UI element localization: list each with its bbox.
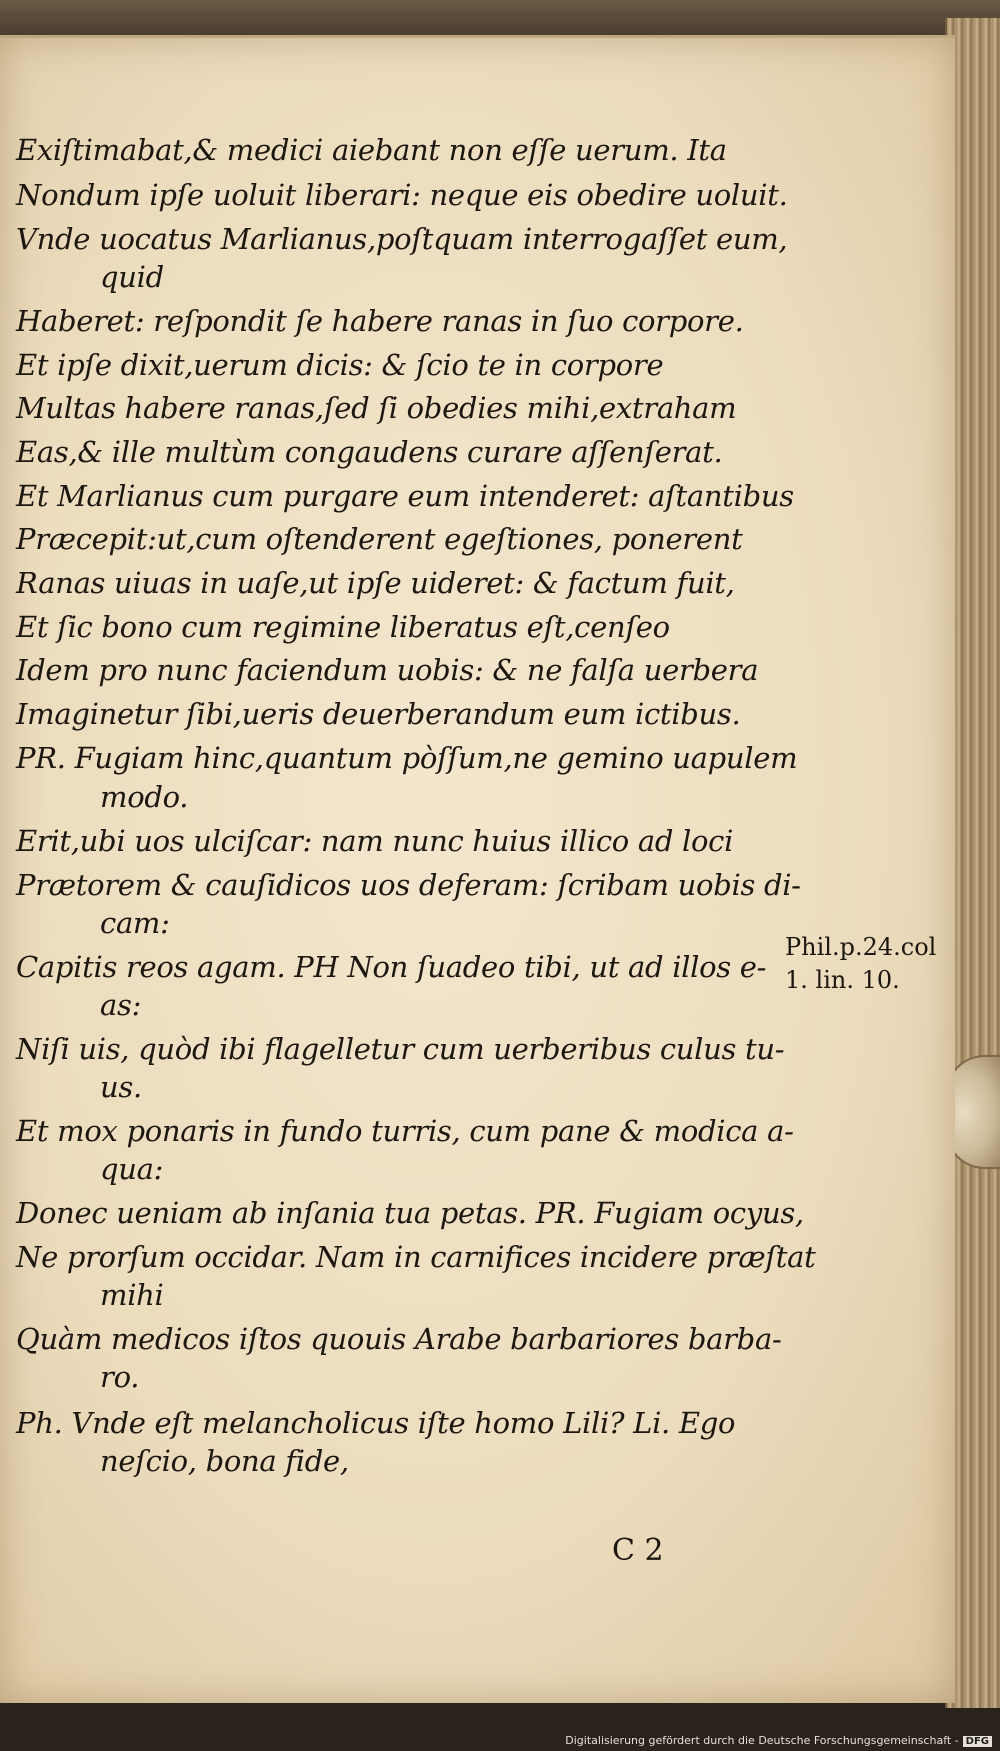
credit-text: Digitalisierung gefördert durch die Deutsche Forschungsgemeinschaft - [565, 1734, 959, 1747]
page-text [0, 38, 955, 1703]
text-line-continuation: cam: [100, 906, 170, 940]
text-line-continuation: mihi [100, 1278, 164, 1312]
text-line: Multas habere ranas,ſed ſi obedies mihi,extraham [16, 391, 737, 425]
text-line-continuation: as: [100, 988, 142, 1022]
margin-note-line1: Phil.p.24.col [785, 933, 937, 961]
text-line: Imaginetur ſibi,ueris deuerberandum eum ictibus. [16, 697, 741, 731]
signature-mark: C 2 [612, 1533, 664, 1568]
text-line-continuation: us. [100, 1070, 142, 1104]
digitization-credit [565, 1734, 992, 1747]
text-line: Et mox ponaris in fundo turris, cum pane & modica a- [16, 1114, 794, 1148]
text-line-continuation: modo. [100, 780, 189, 814]
text-line: Ne prorſum occidar. Nam in carnifices incidere præſtat [16, 1240, 816, 1274]
text-line: Idem pro nunc faciendum uobis: & ne falſa uerbera [16, 653, 759, 687]
dfg-logo: DFG [963, 1736, 992, 1747]
text-line-continuation: neſcio, bona fide, [100, 1444, 349, 1478]
text-line: Donec ueniam ab inſania tua petas. PR. Fugiam ocyus, [16, 1196, 804, 1230]
book-page [0, 35, 955, 1703]
text-line: Prætorem & cauſidicos uos deferam: ſcribam uobis di- [16, 868, 801, 902]
text-line-continuation: ro. [100, 1360, 140, 1394]
text-line: Exiſtimabat,& medici aiebant non eſſe uerum. Ita [16, 133, 727, 167]
text-line-continuation: quid [100, 260, 164, 294]
text-line: Eas,& ille multùm congaudens curare aſſenſerat. [16, 435, 723, 469]
text-line: Nondum ipſe uoluit liberari: neque eis obedire uoluit. [16, 178, 788, 212]
text-line: Quàm medicos iſtos quouis Arabe barbariores barba- [16, 1322, 782, 1356]
text-line-continuation: qua: [100, 1152, 164, 1186]
text-line: Et Marlianus cum purgare eum intenderet: aſtantibus [16, 479, 794, 513]
text-line: Haberet: reſpondit ſe habere ranas in ſuo corpore. [16, 304, 744, 338]
text-line: Et ſic bono cum regimine liberatus eſt,cenſeo [16, 610, 670, 644]
text-line: Vnde uocatus Marlianus,poſtquam interrogaſſet eum, [16, 222, 788, 256]
text-line: PR. Fugiam hinc,quantum pòſſum,ne gemino uapulem [16, 741, 798, 775]
text-line: Erit,ubi uos ulciſcar: nam nunc huius illico ad loci [16, 824, 734, 858]
text-line: Ranas uiuas in uaſe,ut ipſe uideret: & factum fuit, [16, 566, 735, 600]
text-line: Capitis reos agam. PH Non ſuadeo tibi, ut ad illos e- [16, 950, 767, 984]
text-line: Niſi uis, quòd ibi flagelletur cum uerberibus culus tu- [16, 1032, 785, 1066]
text-line: Præcepit:ut,cum oſtenderent egeſtiones, ponerent [16, 522, 743, 556]
text-line: Ph. Vnde eſt melancholicus iſte homo Lili? Li. Ego [16, 1406, 736, 1440]
margin-note-line2: 1. lin. 10. [785, 966, 900, 994]
text-line: Et ipſe dixit,uerum dicis: & ſcio te in corpore [16, 348, 664, 382]
